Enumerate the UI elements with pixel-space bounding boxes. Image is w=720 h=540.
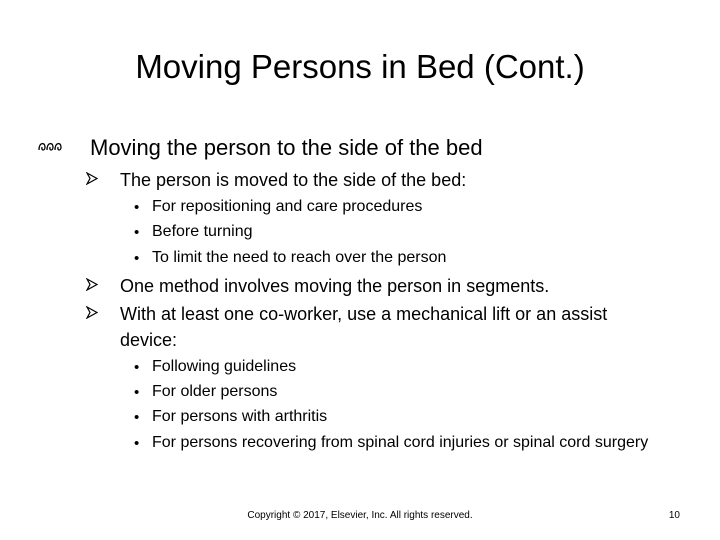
arrow-bullet-text: With at least one co-worker, use a mechanical lift or an assist device: — [120, 304, 608, 350]
bullet-dot-icon: • — [134, 224, 140, 241]
arrow-bullet-icon — [86, 278, 98, 291]
sub-bullet-text: For persons recovering from spinal cord injuries or spinal cord surgery — [152, 434, 649, 451]
bullet-dot-icon: • — [134, 250, 140, 267]
bullet-dot-icon: • — [134, 359, 140, 376]
arrow-bullet-icon — [86, 172, 98, 185]
bullet-dot-icon: • — [134, 199, 140, 216]
bullet-dot-icon: • — [134, 409, 140, 426]
sub-bullet-text: For repositioning and care procedures — [152, 198, 423, 215]
copyright-footer: Copyright © 2017, Elsevier, Inc. All rights reserved. — [247, 510, 473, 521]
page-number: 10 — [668, 510, 680, 521]
sub-bullet-text: Before turning — [152, 223, 253, 240]
sub-bullet-text: To limit the need to reach over the person — [152, 249, 447, 266]
sub-bullet-text: For persons with arthritis — [152, 408, 328, 425]
sub-bullet-text: Following guidelines — [152, 358, 297, 375]
spiral-bullet-icon — [36, 138, 62, 154]
sub-bullet-text: For older persons — [152, 383, 278, 400]
main-bullet-text: Moving the person to the side of the bed — [90, 135, 483, 160]
bullet-dot-icon: • — [134, 384, 140, 401]
arrow-bullet-text: One method involves moving the person in segments. — [120, 276, 550, 296]
bullet-dot-icon: • — [134, 435, 140, 452]
arrow-bullet-icon — [86, 306, 98, 319]
slide-title: Moving Persons in Bed (Cont.) — [135, 48, 585, 85]
arrow-bullet-text: The person is moved to the side of the bed: — [120, 170, 467, 190]
